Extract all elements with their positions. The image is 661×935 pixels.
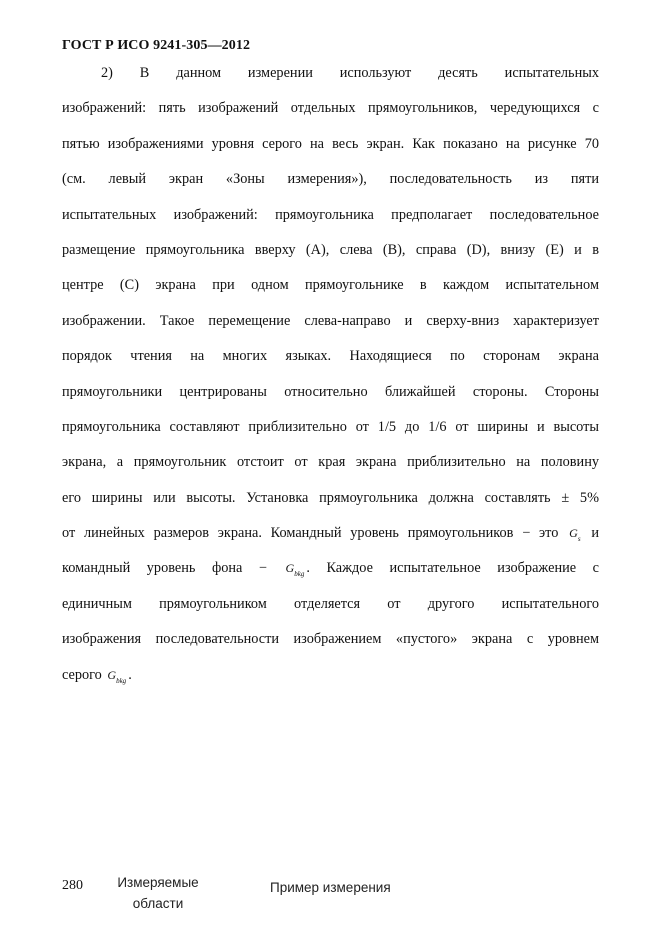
text-line: 2) В данном измерении используют десять испытательных	[101, 65, 599, 81]
text-line: порядок чтения на многих языках. Находящиеся по сторонам экрана	[62, 348, 599, 365]
text-fragment: .	[128, 666, 132, 683]
text-line: изображения последовательности изображением «пустого» экрана с уровнем	[62, 631, 599, 648]
text-line: прямоугольника составляют приблизительно от 1/5 до 1/6 от ширины и высоты	[62, 418, 599, 435]
symbol-g-bkg: $G_{bkg}$	[285, 561, 305, 579]
text-fragment: серого	[62, 666, 102, 683]
footer-label-measurement-example: Пример измерения	[270, 880, 391, 895]
text-line-with-symbol	[62, 658, 599, 693]
paragraph	[62, 56, 599, 693]
text-fragment: и	[591, 525, 599, 542]
text-line: пятью изображениями уровня серого на весь экран. Как показано на рисунке 70	[62, 135, 599, 152]
footer-label-measured-areas: Измеряемые области	[117, 875, 199, 911]
symbol-g-bkg: $G_{bkg}$	[107, 667, 127, 685]
symbol-g-s: $G_s$	[569, 526, 581, 544]
text-fragment: от линейных размеров экрана. Командный уровень прямоугольников − это	[62, 525, 559, 542]
text-line: центре (С) экрана при одном прямоугольнике в каждом испытательном	[62, 277, 599, 294]
text-line: испытательных изображений: прямоугольника предполагает последовательное	[62, 206, 599, 223]
text-line: (см. левый экран «Зоны измерения»), последовательность из пяти	[62, 171, 599, 188]
text-line: экрана, а прямоугольник отстоит от края экрана приблизительно на половину	[62, 454, 599, 471]
text-line: изображении. Такое перемещение слева-направо и сверху-вниз характеризует	[62, 312, 599, 329]
text-line: прямоугольники центрированы относительно ближайшей стороны. Стороны	[62, 383, 599, 400]
text-fragment: . Каждое испытательное изображение с	[306, 560, 599, 577]
text-fragment: командный уровень фона −	[62, 560, 267, 577]
page-number: 280	[62, 878, 83, 893]
text-line-with-symbol	[62, 516, 599, 551]
document-header: ГОСТ Р ИСО 9241-305—2012	[62, 38, 251, 53]
text-line: размещение прямоугольника вверху (А), слева (В), справа (D), внизу (Е) и в	[62, 241, 599, 258]
text-line: его ширины или высоты. Установка прямоугольника должна составлять ± 5%	[62, 489, 599, 506]
text-line-with-symbol	[62, 551, 599, 586]
text-line: изображений: пять изображений отдельных прямоугольников, чередующихся с	[62, 100, 599, 117]
text-line: единичным прямоугольником отделяется от другого испытательного	[62, 595, 599, 612]
